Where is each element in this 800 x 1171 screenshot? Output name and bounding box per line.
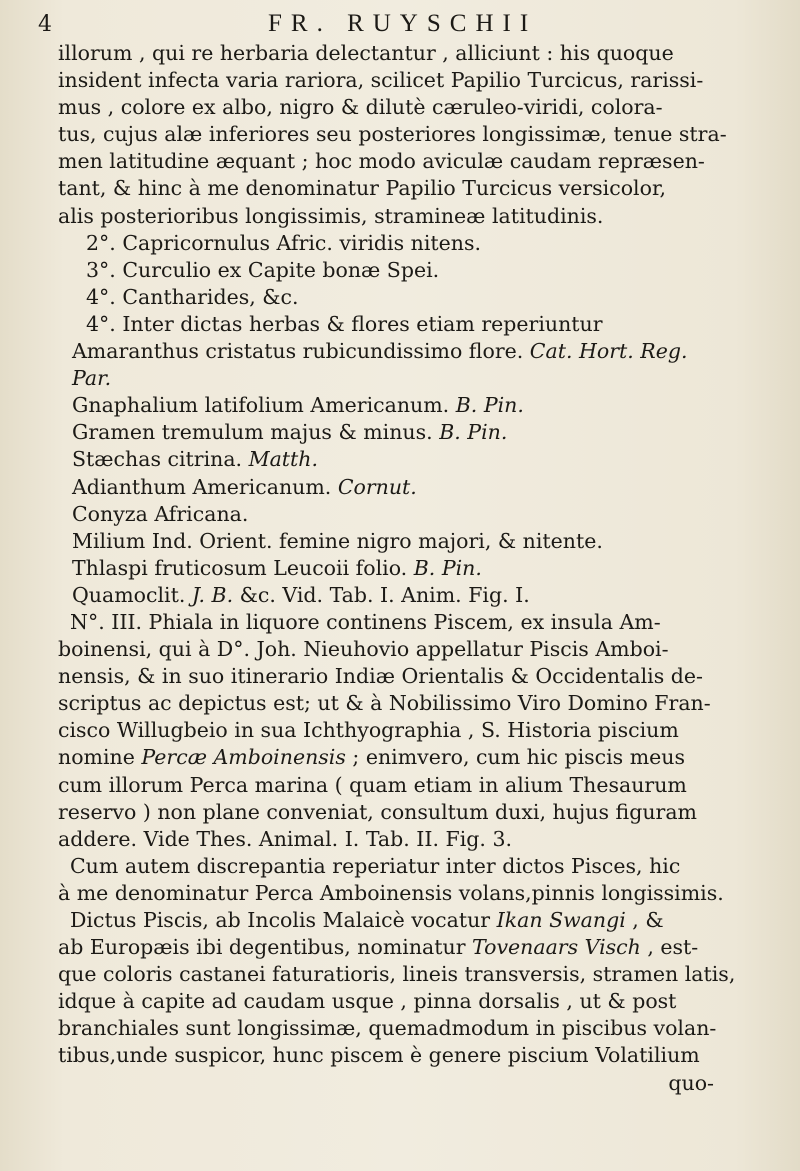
text-line [58, 772, 770, 799]
text-segment: , est- [640, 935, 699, 960]
text-line [58, 446, 770, 473]
text-segment: tus, cujus alæ inferiores seu posteriores longissimæ, tenue stra- [58, 122, 727, 147]
text-segment: 2°. Capricornulus Afric. viridis nitens. [86, 230, 482, 255]
text-segment: cum illorum Perca marina ( quam etiam in alium Thesaurum [58, 772, 687, 797]
text-segment: boinensi, qui à D°. Joh. Nieuhovio appellatur Piscis Amboi- [58, 637, 669, 662]
text-segment: Conyza Africana. [72, 501, 249, 526]
text-segment: illorum , qui re herbaria delectantur , alliciunt : his quoque [58, 41, 674, 65]
text-line [58, 40, 770, 67]
text-line [58, 988, 770, 1015]
text-segment: Stæchas citrina. [72, 447, 249, 472]
text-line [58, 230, 770, 257]
text-line [58, 501, 770, 528]
text-segment: Gramen tremulum majus & minus. [72, 420, 440, 445]
text-line [58, 1015, 770, 1042]
text-segment: idque à capite ad caudam usque , pinna dorsalis , ut & post [58, 989, 677, 1014]
text-segment: reservo ) non plane conveniat, consultum duxi, hujus figuram [58, 799, 697, 824]
italic-citation: Par. [72, 366, 112, 391]
text-segment: Dictus Piscis, ab Incolis Malaicè vocatur [70, 908, 497, 932]
text-segment: N°. III. Phiala in liquore continens Piscem, ex insula Am- [70, 609, 661, 634]
text-line [58, 148, 770, 175]
text-line [58, 880, 770, 907]
text-segment: addere. Vide Thes. Animal. I. Tab. II. Fig. 3. [58, 826, 513, 851]
text-line [58, 419, 770, 446]
italic-citation: Percæ Amboinensis [141, 745, 346, 770]
italic-citation: B. Pin. [413, 555, 482, 580]
text-segment: ab Europæis ibi degentibus, nominatur [58, 935, 473, 960]
text-line [58, 1042, 770, 1069]
italic-citation: B. Pin. [439, 420, 508, 445]
text-line [58, 338, 770, 365]
text-segment: alis posterioribus longissimis, stramineæ latitudinis. [58, 203, 604, 228]
text-segment: 4°. Inter dictas herbas & flores etiam reperiuntur [86, 311, 603, 336]
running-title: FR. RUYSCHII [268, 10, 538, 37]
text-line [58, 528, 770, 555]
text-line [58, 121, 770, 148]
body-text [58, 40, 770, 1097]
text-segment: mus , colore ex albo, nigro & dilutè cæruleo-viridi, colora- [58, 95, 663, 120]
text-line [58, 555, 770, 582]
text-line [58, 67, 770, 94]
catchword: quo- [668, 1070, 714, 1095]
text-line [58, 961, 770, 988]
text-line [58, 365, 770, 392]
text-segment: &c. Vid. Tab. I. Anim. Fig. I. [233, 582, 530, 607]
text-segment: nensis, & in suo itinerario Indiæ Orientalis & Occidentalis de- [58, 664, 703, 689]
text-segment: cisco Willugbeio in sua Ichthyographia , S. Historia piscium [58, 718, 679, 743]
italic-citation: Cornut. [337, 474, 417, 499]
text-segment: , & [625, 908, 664, 932]
italic-citation: Tovenaars Visch [472, 935, 641, 960]
text-segment: à me denominatur Perca Amboinensis volans,pinnis longissimis. [58, 880, 724, 905]
text-line [58, 203, 770, 230]
text-line [58, 609, 770, 636]
page-number: 4 [38, 12, 52, 37]
text-segment: scriptus ac depictus est; ut & à Nobilissimo Viro Domino Fran- [58, 691, 711, 716]
text-segment: Adianthum Americanum. [72, 474, 338, 499]
text-line [58, 311, 770, 338]
text-segment: insident infecta varia rariora, scilicet Papilio Turcicus, rarissi- [58, 68, 704, 93]
text-segment: Milium Ind. Orient. femine nigro majori, & nitente. [72, 528, 603, 553]
text-line [58, 636, 770, 663]
text-segment: ; enimvero, cum hic piscis meus [345, 745, 686, 770]
text-segment: tibus,unde suspicor, hunc piscem è genere piscium Volatilium [58, 1043, 700, 1068]
text-segment: Quamoclit. [72, 582, 192, 607]
text-line [58, 853, 770, 880]
italic-citation: Ikan Swangi [496, 908, 626, 932]
text-line [58, 690, 770, 717]
text-line [58, 907, 770, 934]
text-segment: 4°. Cantharides, &c. [86, 284, 299, 309]
text-segment: Amaranthus cristatus rubicundissimo flore. [72, 339, 530, 364]
text-line [58, 94, 770, 121]
text-segment: Gnaphalium latifolium Americanum. [72, 393, 456, 418]
italic-citation: J. B. [191, 582, 234, 607]
text-segment: nomine [58, 745, 142, 770]
text-segment: men latitudine æquant ; hoc modo aviculæ caudam repræsen- [58, 149, 705, 174]
text-line [58, 474, 770, 501]
text-segment: tant, & hinc à me denominatur Papilio Turcicus versicolor, [58, 176, 667, 201]
page-header [0, 6, 800, 38]
text-segment: Cum autem discrepantia reperiatur inter dictos Pisces, hic [70, 853, 681, 878]
text-line [58, 826, 770, 853]
text-line [58, 582, 770, 609]
text-line [58, 744, 770, 771]
text-line [58, 717, 770, 744]
text-line [58, 392, 770, 419]
italic-citation: Cat. Hort. Reg. [529, 339, 688, 364]
text-segment: que coloris castanei faturatioris, lineis transversis, stramen latis, [58, 962, 736, 987]
italic-citation: B. Pin. [455, 393, 524, 418]
text-line [58, 257, 770, 284]
text-line [58, 284, 770, 311]
text-segment: branchiales sunt longissimæ, quemadmodum in piscibus volan- [58, 1016, 717, 1041]
italic-citation: Matth. [248, 447, 319, 472]
text-line [58, 663, 770, 690]
text-segment: Thlaspi fruticosum Leucoii folio. [72, 555, 414, 580]
text-line [58, 175, 770, 202]
text-line [58, 934, 770, 961]
text-segment: 3°. Curculio ex Capite bonæ Spei. [86, 257, 440, 282]
text-line [58, 799, 770, 826]
